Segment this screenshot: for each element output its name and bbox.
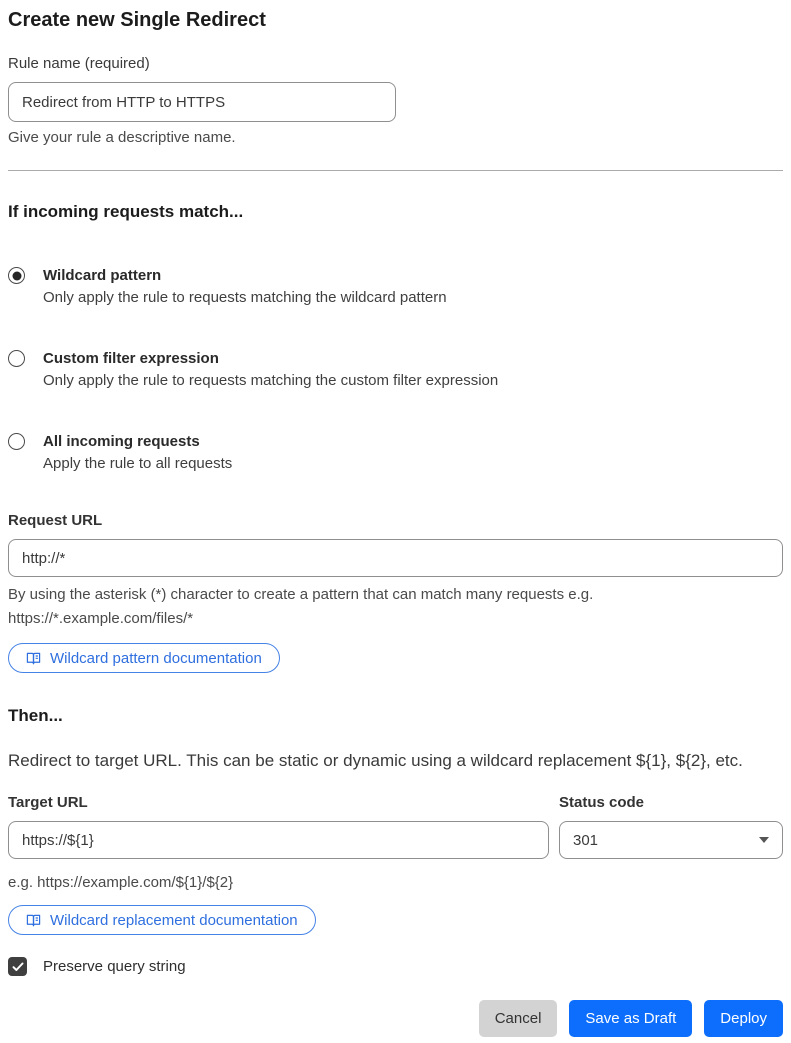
request-url-field (8, 511, 783, 673)
wildcard-pattern-doc-button[interactable] (8, 643, 280, 673)
footer-actions (8, 1000, 783, 1043)
target-status-row (8, 793, 783, 865)
target-url-value: https://${1} (22, 831, 94, 849)
rule-name-value: Redirect from HTTP to HTTPS (22, 93, 226, 111)
target-url-label: Target URL (8, 794, 88, 811)
radio-label: Wildcard pattern (43, 267, 162, 284)
request-url-input[interactable] (8, 539, 783, 577)
rule-name-field (8, 54, 783, 148)
book-icon (26, 651, 41, 666)
chevron-down-icon (759, 837, 769, 843)
preserve-query-label: Preserve query string (43, 958, 186, 975)
radio-option-custom-filter[interactable] (8, 348, 783, 392)
request-url-value: http://* (22, 549, 66, 567)
radio-option-wildcard-pattern[interactable] (8, 265, 783, 309)
radio-button-icon[interactable] (8, 350, 25, 367)
section-divider (8, 170, 783, 171)
radio-description: Only apply the rule to requests matching the wildcard pattern (43, 289, 447, 306)
radio-description: Apply the rule to all requests (43, 455, 233, 472)
deploy-button[interactable]: Deploy (704, 1000, 783, 1037)
matcher-section (8, 201, 783, 475)
radio-button-icon[interactable] (8, 433, 25, 450)
then-heading: Then... (8, 706, 63, 725)
matcher-heading: If incoming requests match... (8, 202, 244, 221)
target-url-field (8, 793, 549, 865)
radio-label: Custom filter expression (43, 350, 219, 367)
page-title: Create new Single Redirect (8, 9, 266, 31)
target-url-input[interactable] (8, 821, 549, 859)
doc-button-label: Wildcard pattern documentation (50, 649, 262, 667)
book-icon (26, 913, 41, 928)
status-code-value: 301 (573, 831, 599, 849)
radio-option-all-requests[interactable] (8, 431, 783, 475)
doc-button-label: Wildcard replacement documentation (50, 911, 298, 929)
rule-name-label: Rule name (required) (8, 55, 150, 72)
radio-label: All incoming requests (43, 433, 200, 450)
then-description: Redirect to target URL. This can be static or dynamic using a wildcard replacement ${1}, ${2}, etc. (8, 751, 743, 770)
request-url-help (8, 583, 783, 631)
cancel-button[interactable]: Cancel (479, 1000, 558, 1037)
radio-button-icon[interactable] (8, 267, 25, 284)
rule-name-input[interactable] (8, 82, 396, 122)
status-code-label: Status code (559, 794, 645, 811)
checkbox-checked-icon[interactable] (8, 957, 27, 976)
wildcard-replacement-doc-button[interactable] (8, 905, 316, 935)
preserve-query-row[interactable] (8, 957, 783, 976)
rule-name-help: Give your rule a descriptive name. (8, 129, 236, 146)
radio-description: Only apply the rule to requests matching the custom filter expression (43, 372, 499, 389)
request-url-label: Request URL (8, 512, 103, 529)
status-code-field (559, 793, 783, 865)
request-url-help-line1: By using the asterisk (*) character to create a pattern that can match many requests e.g. (8, 586, 594, 603)
save-as-draft-button[interactable]: Save as Draft (569, 1000, 692, 1037)
status-code-select[interactable] (559, 821, 783, 859)
request-url-help-line2: https://*.example.com/files/* (8, 610, 194, 627)
target-url-help: e.g. https://example.com/${1}/${2} (8, 874, 234, 891)
